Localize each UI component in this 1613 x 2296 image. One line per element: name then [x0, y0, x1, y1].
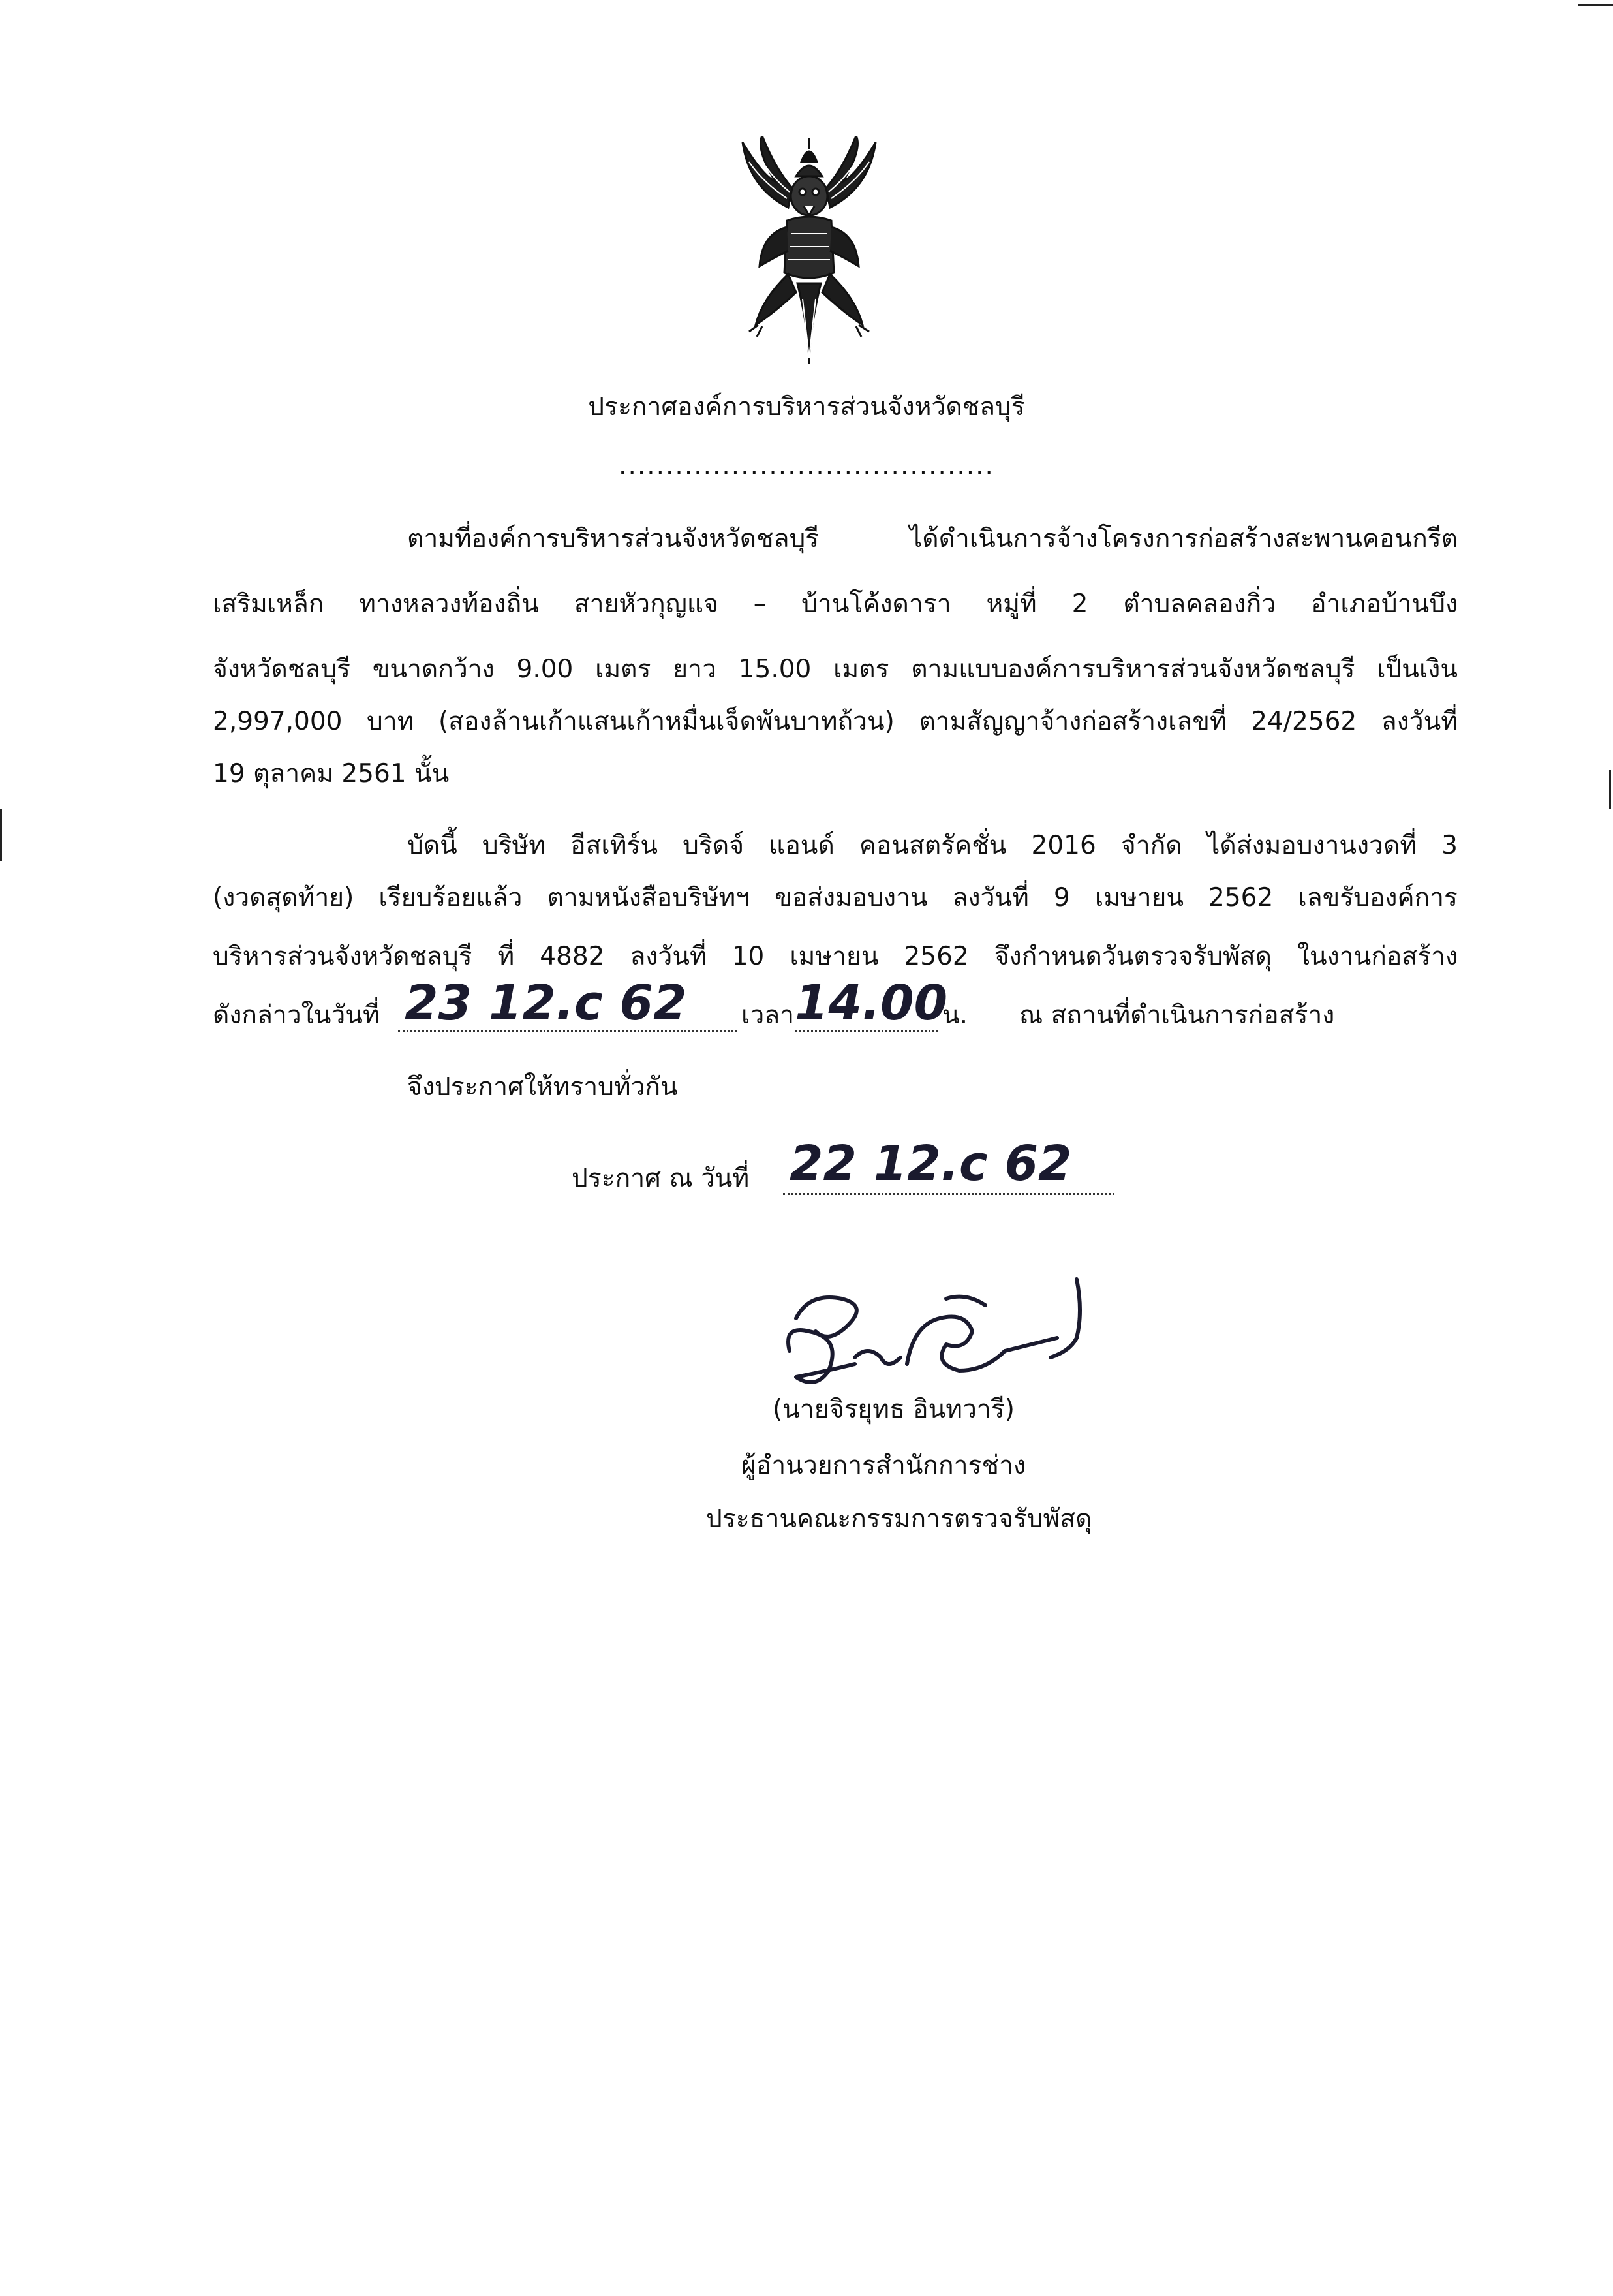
signatory-position: ผู้อำนวยการสำนักการช่าง: [741, 1451, 1026, 1480]
para2-line3: บริหารส่วนจังหวัดชลบุรี ที่ 4882 ลงวันที่ 10 เมษายน 2562 จึงกำหนดวันตรวจรับพัสดุ ในงานก่อสร้าง: [213, 942, 1458, 971]
garuda-emblem: [736, 136, 882, 365]
closing-text: จึงประกาศให้ทราบทั่วกัน: [407, 1072, 678, 1102]
para2-line1: บัดนี้ บริษัท อีสเทิร์น บริดจ์ แอนด์ คอนสตรัคชั่น 2016 จำกัด ได้ส่งมอบงานงวดที่ 3: [407, 831, 1458, 860]
para1-line5: 19 ตุลาคม 2561 นั้น: [213, 759, 450, 788]
para1-line3: จังหวัดชลบุรี ขนาดกว้าง 9.00 เมตร ยาว 15.00 เมตร ตามแบบองค์การบริหารส่วนจังหวัดชลบุรี เป็นเงิน: [213, 655, 1458, 684]
announced-label: ประกาศ ณ วันที่: [572, 1164, 750, 1193]
para1-line2: เสริมเหล็ก ทางหลวงท้องถิ่น สายหัวกุญแจ – บ้านโค้งดารา หมู่ที่ 2 ตำบลคลองกิ่ว อำเภอบ้านบึง: [213, 589, 1458, 619]
para1-line4: 2,997,000 บาท (สองล้านเก้าแสนเก้าหมื่นเจ็ดพันบาทถ้วน) ตามสัญญาจ้างก่อสร้างเลขที่ 24/2562 ลงวันที่: [213, 707, 1458, 736]
document-title: ประกาศองค์การบริหารส่วนจังหวัดชลบุรี: [588, 392, 1025, 422]
scan-edge-mark: [0, 809, 2, 861]
inspection-time-handwritten: 14.00: [795, 975, 948, 1031]
inspection-time-label: เวลา: [741, 1001, 795, 1030]
para1-line1: ตามที่องค์การบริหารส่วนจังหวัดชลบุรี ได้ดำเนินการจ้างโครงการก่อสร้างสะพานคอนกรีต: [407, 524, 1458, 553]
signatory-name: (นายจิรยุทธ อินทวารี): [773, 1395, 1015, 1424]
inspection-date-handwritten: 23 12.c 62: [405, 975, 687, 1031]
para2-line2: (งวดสุดท้าย) เรียบร้อยแล้ว ตามหนังสือบริษัทฯ ขอส่งมอบงาน ลงวันที่ 9 เมษายน 2562 เลขรับองค์การ: [213, 883, 1458, 912]
scan-edge-mark: [1578, 4, 1613, 6]
inspection-time-suffix: น.: [942, 1001, 968, 1030]
signatory-committee-role: ประธานคณะกรรมการตรวจรับพัสดุ: [706, 1504, 1092, 1534]
announced-date-handwritten: 22 12.c 62: [790, 1136, 1072, 1192]
scan-edge-mark: [1609, 770, 1611, 809]
title-separator: ........................................: [619, 451, 994, 480]
inspection-location: ณ สถานที่ดำเนินการก่อสร้าง: [1019, 1001, 1335, 1030]
inspection-prefix: ดังกล่าวในวันที่: [213, 1001, 380, 1030]
handwritten-signature: [770, 1273, 1109, 1397]
